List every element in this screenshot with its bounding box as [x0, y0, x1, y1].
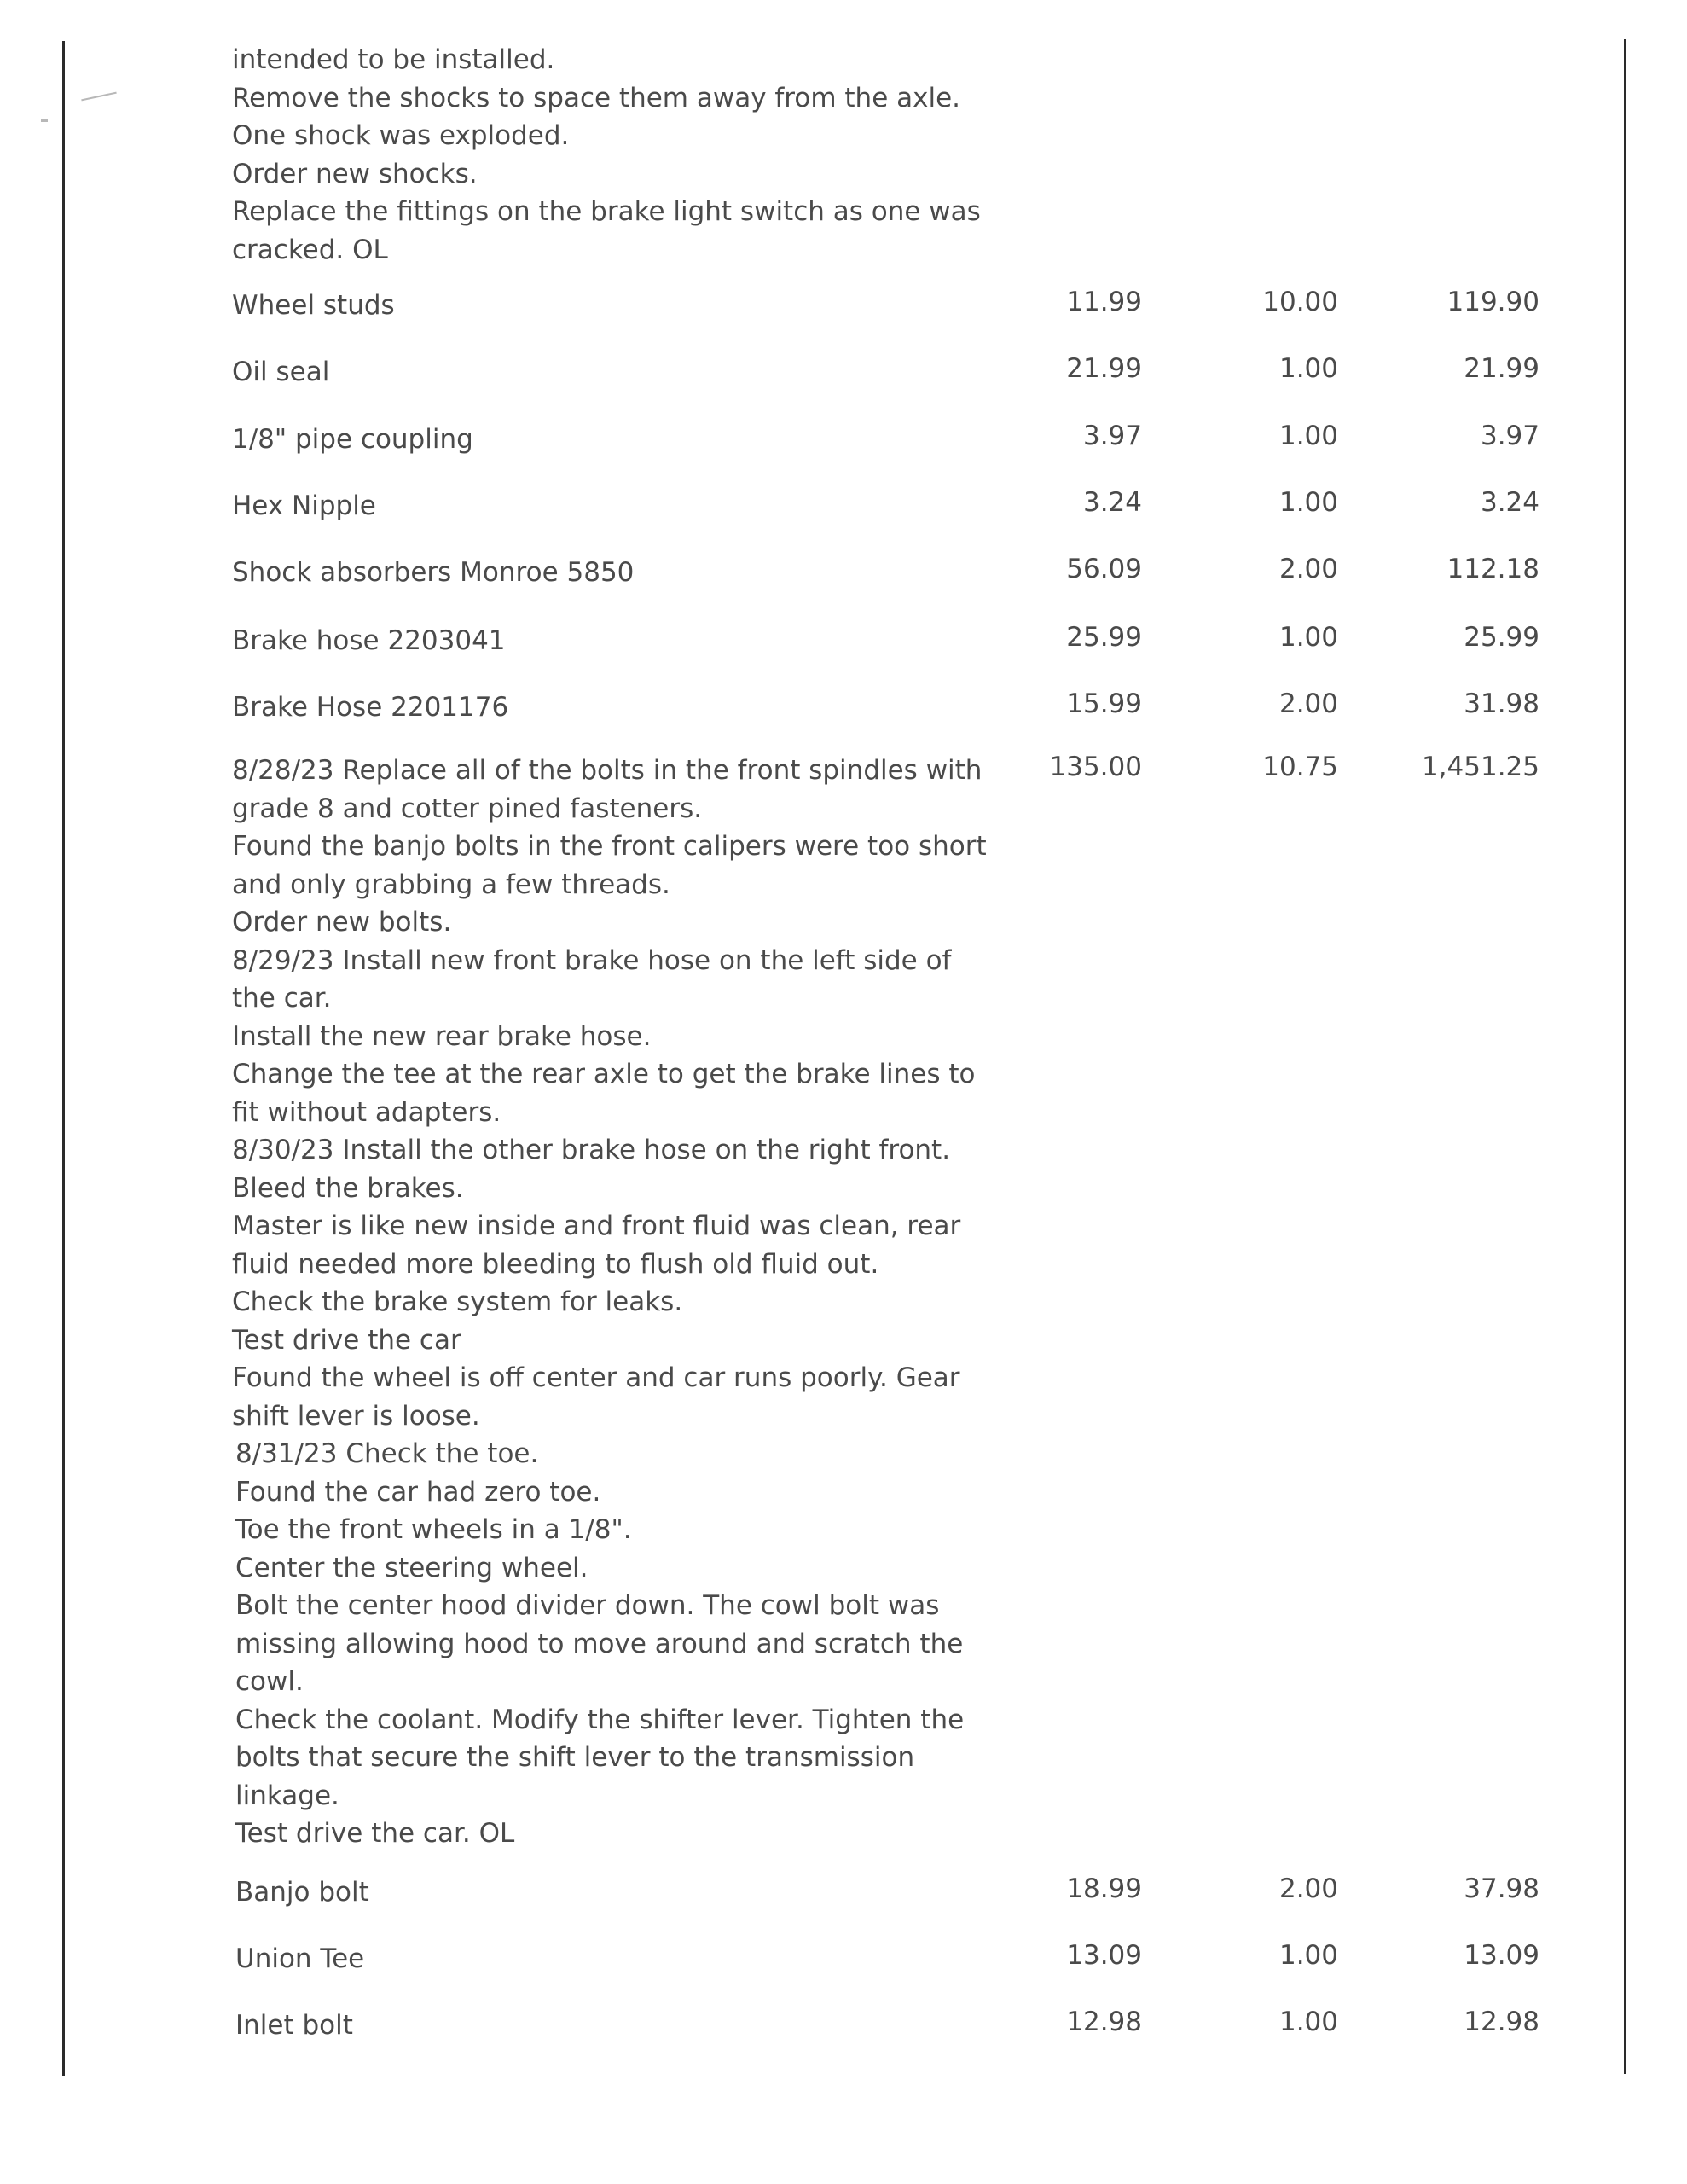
- item-description: Brake Hose 2201176: [232, 692, 509, 723]
- labor-line: Toe the front wheels in a 1/8".: [235, 1514, 632, 1545]
- note-line: One shock was exploded.: [232, 120, 570, 151]
- item-total: 31.98: [1464, 688, 1539, 719]
- item-description: Shock absorbers Monroe 5850: [232, 557, 635, 588]
- item-quantity: 1.00: [1278, 1939, 1338, 1971]
- item-price: 3.97: [1082, 421, 1142, 451]
- labor-entry: [232, 752, 1614, 1853]
- labor-line: Found the wheel is off center and car runs poorly. Gear: [232, 1362, 960, 1393]
- item-quantity: 1.00: [1278, 421, 1338, 451]
- item-quantity: 10.00: [1262, 287, 1338, 317]
- labor-line: 8/31/23 Check the toe.: [235, 1438, 539, 1469]
- item-quantity: 2.00: [1278, 554, 1338, 584]
- item-price: 15.99: [1066, 688, 1142, 719]
- continuation-notes: [232, 41, 1614, 269]
- item-price: 21.99: [1066, 353, 1142, 384]
- line-item-row: [232, 287, 1614, 353]
- labor-line: the car.: [232, 983, 332, 1014]
- line-item-row: [232, 688, 1614, 752]
- item-description: Banjo bolt: [235, 1876, 369, 1908]
- labor-line: Found the banjo bolts in the front calipers were too short: [232, 831, 987, 862]
- labor-line: 8/30/23 Install the other brake hose on the right front.: [232, 1135, 951, 1165]
- labor-line: Test drive the car: [232, 1324, 461, 1356]
- item-price: 11.99: [1066, 287, 1142, 317]
- item-total: 37.98: [1464, 1873, 1539, 1904]
- item-total: 3.97: [1480, 421, 1539, 451]
- item-description: Union Tee: [235, 1943, 365, 1974]
- item-quantity: 1.00: [1278, 487, 1338, 518]
- labor-line: Check the coolant. Modify the shifter lever. Tighten the: [235, 1704, 965, 1735]
- note-line: intended to be installed.: [232, 44, 555, 75]
- item-description: Oil seal: [232, 357, 330, 387]
- labor-line: Check the brake system for leaks.: [232, 1287, 683, 1317]
- line-item-row: [232, 2007, 1614, 2073]
- item-description: Wheel studs: [232, 290, 395, 321]
- labor-line: 8/29/23 Install new front brake hose on the left side of: [232, 944, 952, 976]
- item-total: 3.24: [1480, 487, 1539, 518]
- item-total: 119.90: [1446, 287, 1539, 317]
- parts-list-b: [232, 1873, 1614, 2073]
- item-quantity: 1.00: [1278, 622, 1338, 653]
- item-quantity: 1.00: [1278, 353, 1338, 384]
- item-quantity: 2.00: [1278, 1873, 1338, 1904]
- labor-line: Master is like new inside and front fluid was clean, rear: [232, 1211, 961, 1241]
- item-description: Brake hose 2203041: [232, 625, 506, 656]
- note-line: Remove the shocks to space them away from the axle.: [232, 82, 960, 113]
- labor-line: Found the car had zero toe.: [235, 1476, 601, 1507]
- labor-line: Install the new rear brake hose.: [232, 1020, 652, 1052]
- line-item-row: [232, 421, 1614, 487]
- line-item-row: [232, 1940, 1614, 2007]
- item-price: 12.98: [1066, 2006, 1142, 2037]
- note-line: Replace the fittings on the brake light switch as one was: [232, 196, 981, 227]
- invoice-page: [232, 41, 1614, 2073]
- labor-description: [232, 752, 1017, 1853]
- item-quantity: 1.00: [1278, 2006, 1338, 2037]
- labor-line: cowl.: [235, 1666, 304, 1697]
- item-total: 12.98: [1464, 2006, 1539, 2037]
- labor-line: and only grabbing a few threads.: [232, 868, 670, 900]
- labor-total: 1,451.25: [1421, 752, 1539, 782]
- labor-line: 8/28/23 Replace all of the bolts in the front spindles with: [232, 755, 983, 786]
- item-total: 21.99: [1464, 353, 1539, 384]
- item-price: 3.24: [1082, 487, 1142, 518]
- line-item-row: [232, 353, 1614, 421]
- item-description: Inlet bolt: [235, 2009, 353, 2041]
- item-quantity: 2.00: [1278, 688, 1338, 719]
- labor-line: Change the tee at the rear axle to get the brake lines to: [232, 1059, 976, 1089]
- item-price: 13.09: [1066, 1939, 1142, 1971]
- line-item-row: [232, 487, 1614, 554]
- labor-line: missing allowing hood to move around and scratch the: [235, 1628, 964, 1659]
- parts-list-a: [232, 287, 1614, 752]
- item-total: 25.99: [1464, 622, 1539, 653]
- item-price: 18.99: [1066, 1873, 1142, 1904]
- item-description: 1/8" pipe coupling: [232, 424, 473, 455]
- labor-line: fit without adapters.: [232, 1096, 501, 1128]
- item-total: 112.18: [1446, 554, 1539, 584]
- labor-line: shift lever is loose.: [232, 1400, 480, 1432]
- labor-line: Bolt the center hood divider down. The cowl bolt was: [235, 1590, 940, 1621]
- line-item-row: [232, 554, 1614, 622]
- note-line: Order new shocks.: [232, 158, 478, 189]
- labor-line: bolts that secure the shift lever to the transmission: [235, 1742, 915, 1773]
- labor-rate: 135.00: [1049, 752, 1142, 782]
- item-description: Hex Nipple: [232, 491, 376, 521]
- labor-line: Order new bolts.: [232, 907, 452, 938]
- labor-line: grade 8 and cotter pined fasteners.: [232, 793, 703, 824]
- note-line: cracked. OL: [232, 234, 388, 265]
- right-border-line: [1624, 39, 1626, 2074]
- item-price: 25.99: [1066, 622, 1142, 653]
- labor-line: linkage.: [235, 1780, 339, 1811]
- item-total: 13.09: [1464, 1939, 1539, 1971]
- labor-line: fluid needed more bleeding to flush old fluid out.: [232, 1248, 879, 1280]
- item-price: 56.09: [1066, 554, 1142, 584]
- labor-hours: 10.75: [1262, 752, 1338, 782]
- scan-mark: [81, 92, 116, 102]
- labor-line: Bleed the brakes.: [232, 1172, 464, 1204]
- labor-line: Test drive the car. OL: [235, 1818, 515, 1849]
- labor-line: Center the steering wheel.: [235, 1552, 588, 1583]
- left-border-line: [62, 41, 65, 2076]
- line-item-row: [232, 622, 1614, 688]
- line-item-row: [232, 1873, 1614, 1940]
- scan-mark: [41, 119, 48, 122]
